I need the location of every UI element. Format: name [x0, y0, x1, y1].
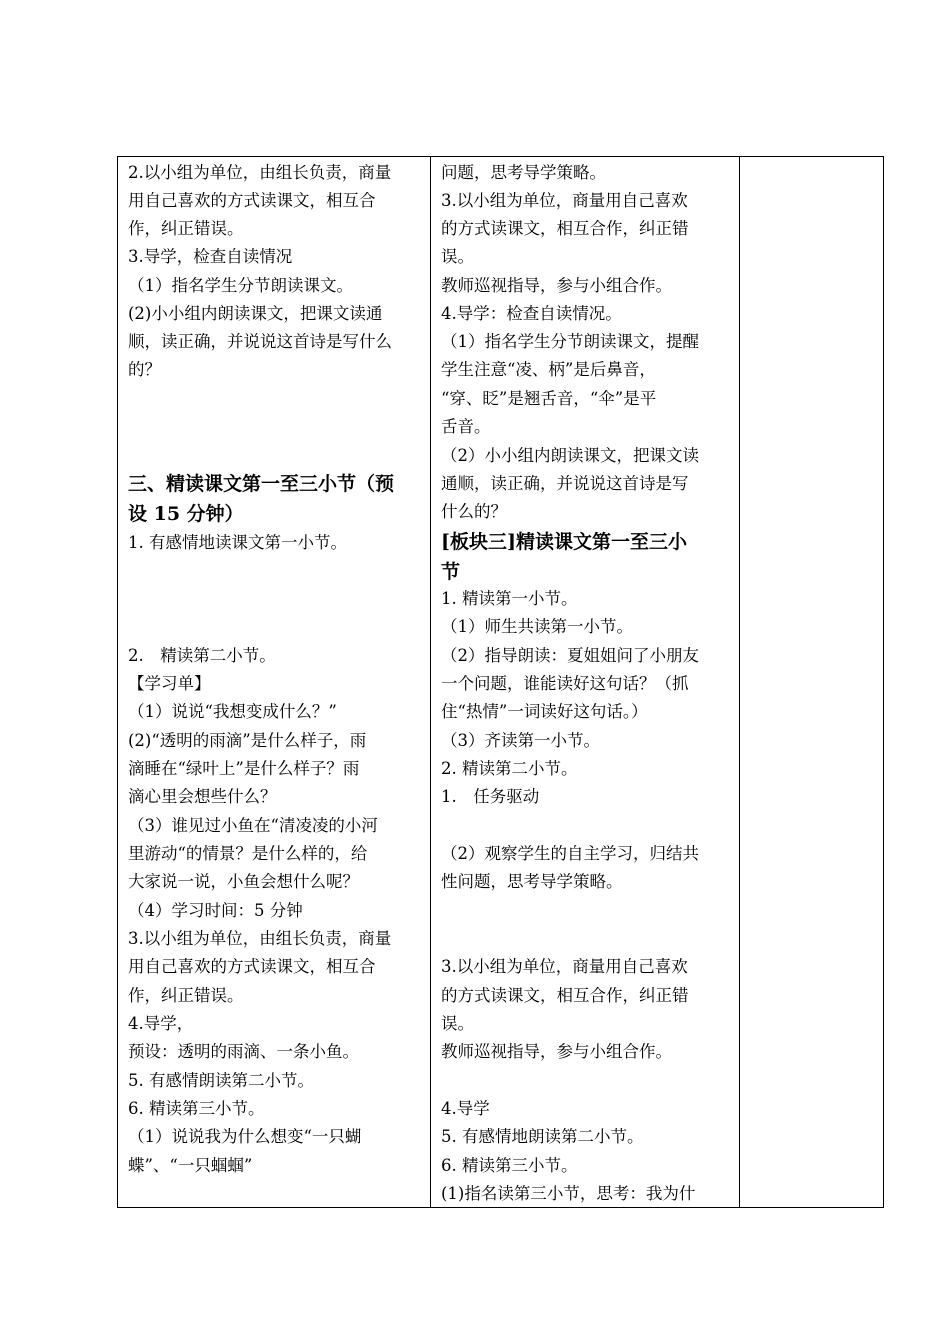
text-line: 舌音。: [441, 417, 491, 436]
notes-column: [740, 157, 883, 1207]
text-line: 2. 精读第二小节。: [128, 646, 276, 665]
text-line: 的方式读课文，相互合作，纠正错: [441, 986, 689, 1005]
text-line: 一个问题，谁能读好这句话？（抓: [441, 674, 689, 693]
section-heading: 设 15 分钟）: [128, 503, 244, 525]
text-line: 用自己喜欢的方式读课文，相互合: [128, 191, 376, 210]
text-line: 3.以小组为单位，商量用自己喜欢: [441, 957, 688, 976]
text-line: 1. 任务驱动: [441, 787, 540, 806]
text-line: 的？: [128, 360, 161, 379]
text-line: 用自己喜欢的方式读课文，相互合: [128, 957, 376, 976]
text-line: 教师巡视指导，参与小组合作。: [441, 276, 672, 295]
text-line: 5. 有感情朗读第二小节。: [128, 1071, 314, 1090]
text-line: (2)小小组内朗读课文，把课文读通: [128, 304, 383, 323]
text-line: 3.以小组为单位，由组长负责，商量: [128, 929, 392, 948]
section-heading: 节: [441, 561, 461, 583]
section-heading: [板块三]精读课文第一至三小: [441, 531, 687, 553]
text-line: 作，纠正错误。: [128, 986, 244, 1005]
text-line: 2. 精读第二小节。: [441, 759, 578, 778]
text-line: 3.以小组为单位，商量用自己喜欢: [441, 191, 688, 210]
text-line: 滴心里会想些什么？: [128, 787, 277, 806]
text-line: （4）学习时间：5 分钟: [128, 901, 303, 920]
text-line: 作，纠正错误。: [128, 219, 244, 238]
text-line: 滴睡在“绿叶上”是什么样子？雨: [128, 759, 360, 778]
text-line: 4.导学：检查自读情况。: [441, 304, 622, 323]
text-line: （1）说说“我想变成什么？”: [128, 702, 337, 721]
text-line: 顺，读正确，并说说这首诗是写什么: [128, 332, 392, 351]
text-line: (1)指名读第三小节，思考：我为什: [441, 1184, 696, 1203]
text-line: （1）说说我为什么想变“一只蝴: [128, 1127, 362, 1146]
text-line: “穿、眨”是翘舌音，“伞”是平: [441, 389, 657, 408]
text-line: 问题，思考导学策略。: [441, 163, 606, 182]
text-line: 5. 有感情地朗读第二小节。: [441, 1127, 644, 1146]
text-line: （2）指导朗读：夏姐姐问了小朋友: [441, 646, 699, 665]
text-line: （3）谁见过小鱼在“清凌凌的小河: [128, 816, 378, 835]
text-line: (2)“透明的雨滴”是什么样子，雨: [128, 731, 367, 750]
lesson-plan-table: [117, 156, 884, 1208]
text-line: 教师巡视指导，参与小组合作。: [441, 1042, 672, 1061]
text-line: 1. 精读第一小节。: [441, 589, 578, 608]
text-line: 误。: [441, 1014, 474, 1033]
text-line: 6. 精读第三小节。: [441, 1156, 578, 1175]
text-line: 3.导学，检查自读情况: [128, 247, 293, 266]
text-line: 蝶”、“一只蝈蝈”: [128, 1156, 253, 1175]
text-line: 大家说一说，小鱼会想什么呢？: [128, 872, 359, 891]
text-line: （3）齐读第一小节。: [441, 731, 600, 750]
text-line: 2.以小组为单位，由组长负责，商量: [128, 163, 392, 182]
text-line: 1. 有感情地读课文第一小节。: [128, 533, 347, 552]
text-line: 性问题，思考导学策略。: [441, 872, 623, 891]
text-line: 【学习单】: [128, 674, 211, 693]
student-activity-column: [118, 157, 431, 1207]
text-line: 里游动“的情景？是什么样的，给: [128, 844, 368, 863]
text-line: 4.导学，: [128, 1014, 194, 1033]
text-line: 通顺，读正确，并说说这首诗是写: [441, 474, 689, 493]
text-line: 住“热情”一词读好这句话。）: [441, 702, 648, 721]
text-line: 6. 精读第三小节。: [128, 1099, 265, 1118]
text-line: （1）指名学生分节朗读课文，提醒: [441, 332, 699, 351]
text-line: （2）小小组内朗读课文，把课文读: [441, 446, 699, 465]
text-line: 4.导学: [441, 1099, 490, 1118]
text-line: （1）指名学生分节朗读课文。: [128, 276, 353, 295]
text-line: 的方式读课文，相互合作，纠正错: [441, 219, 689, 238]
text-line: 预设：透明的雨滴、一条小鱼。: [128, 1042, 359, 1061]
teacher-guidance-column: [431, 157, 740, 1207]
text-line: （1）师生共读第一小节。: [441, 617, 633, 636]
section-heading: 三、精读课文第一至三小节（预: [128, 473, 395, 495]
text-line: 学生注意“凌、柄”是后鼻音，: [441, 360, 656, 379]
text-line: 什么的？: [441, 502, 507, 521]
text-line: 误。: [441, 247, 474, 266]
text-line: （2）观察学生的自主学习，归结共: [441, 844, 699, 863]
